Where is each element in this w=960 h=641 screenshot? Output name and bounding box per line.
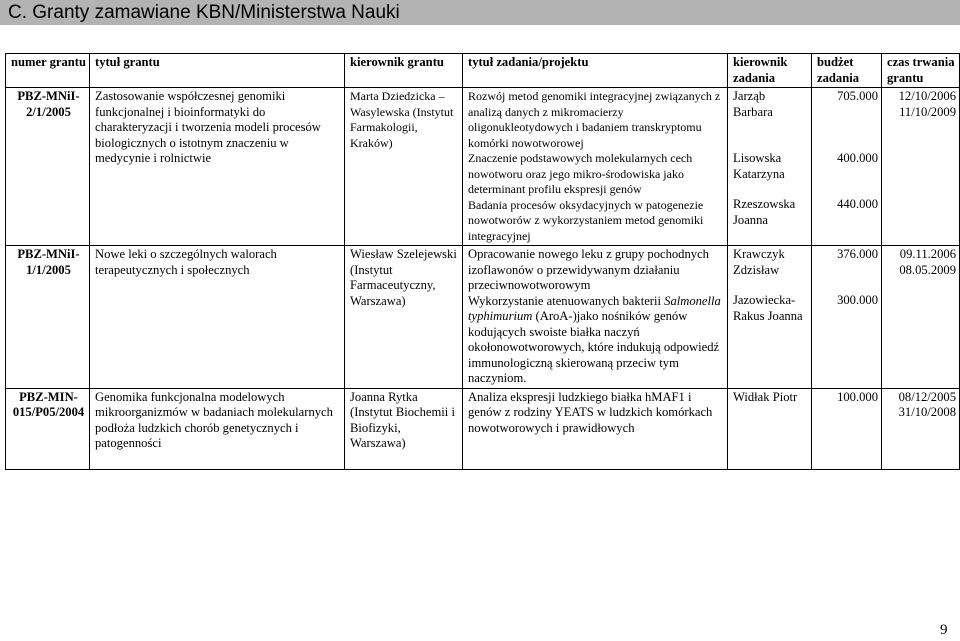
grant-number: PBZ-MNiI-2/1/2005 <box>6 88 90 246</box>
header-row <box>6 54 960 88</box>
task-text: (AroA-)jako nośników genów kodujących swoiste białka naczyń okołonowotworowych, które indukują odpowiedź immunologiczną skierowaną przeciw tym naczyniom. <box>468 309 720 385</box>
task-cell <box>463 388 728 469</box>
table-row <box>6 88 960 246</box>
task-budget: 440.000 <box>837 197 878 211</box>
header-budget: budżet zadania <box>812 54 882 88</box>
grant-title: Nowe leki o szczególnych walorach terapeutycznych i społecznych <box>90 246 345 389</box>
header-task: tytuł zadania/projektu <box>463 54 728 88</box>
task-manager-cell <box>728 388 812 469</box>
grant-number: PBZ-MNiI-1/1/2005 <box>6 246 90 389</box>
task-manager: Widłak Piotr <box>733 389 798 404</box>
grant-title: Genomika funkcjonalna modelowych mikroorganizmów w badaniach molekularnych podłoża ludzkich chorób genetycznych i patogenności <box>90 388 345 469</box>
task-budget: 100.000 <box>837 389 878 404</box>
header-title: tytuł grantu <box>90 54 345 88</box>
task-manager: Rzeszowska Joanna <box>733 197 796 227</box>
header-duration: czas trwania grantu <box>882 54 960 88</box>
table-row <box>6 388 960 469</box>
task-budget: 400.000 <box>837 151 878 165</box>
grant-manager: Joanna Rytka (Instytut Biochemii i Biofizyki, Warszawa) <box>345 388 463 469</box>
task-budget: 705.000 <box>837 89 878 103</box>
task-title: Badania procesów oksydacyjnych w patogenezie nowotworów z wykorzystaniem metod genomiki integracyjnej <box>468 197 704 243</box>
task-cell <box>463 246 728 389</box>
page-number: 9 <box>940 622 948 638</box>
task-title: Rozwój metod genomiki integracyjnej związanych z analizą danych z mikromacierzy oligonukleotydowych i badaniem transkryptomu komórki nowotworowej <box>468 89 721 150</box>
task-budget: 300.000 <box>837 293 878 307</box>
grant-number: PBZ-MIN-015/P05/2004 <box>6 388 90 469</box>
task-cell <box>463 88 728 246</box>
budget-cell <box>812 88 882 246</box>
grant-manager: Wiesław Szelejewski (Instytut Farmaceutyczny, Warszawa) <box>345 246 463 389</box>
header-number: numer grantu <box>6 54 90 88</box>
budget-cell <box>812 246 882 389</box>
grant-manager: Marta Dziedzicka – Wasylewska (Instytut Farmakologii, Kraków) <box>345 88 463 246</box>
section-title-bar <box>0 0 960 25</box>
task-manager: Jarząb Barbara <box>733 89 773 119</box>
grants-table <box>5 53 960 470</box>
header-task-manager: kierownik zadania <box>728 54 812 88</box>
task-manager-cell <box>728 246 812 389</box>
grant-duration: 08/12/2005 31/10/2008 <box>882 388 960 469</box>
grant-title: Zastosowanie współczesnej genomiki funkcjonalnej i bioinformatyki do charakteryzacji i tworzenia modeli procesów biologicznych o istotnym znaczeniu w medycynie i rolnictwie <box>90 88 345 246</box>
task-budget: 376.000 <box>837 247 878 261</box>
task-title: Analiza ekspresji ludzkiego białka hMAF1 i genów z rodziny YEATS w ludzkich komórkach nowotworowych i prawidłowych <box>468 389 713 435</box>
task-title: Znaczenie podstawowych molekularnych cech nowotworu oraz jego mikro-środowiska jako determinant profilu ekspresji genów <box>468 151 693 196</box>
header-manager: kierownik grantu <box>345 54 463 88</box>
task-text: Wykorzystanie atenuowanych bakterii <box>468 293 661 308</box>
task-title: Opracowanie nowego leku z grupy pochodnych izoflawonów o przewidywanym działaniu przeciwnowotworowym <box>468 247 709 292</box>
task-manager: Lisowska Katarzyna <box>733 151 785 181</box>
grant-duration: 12/10/2006 11/10/2009 <box>882 88 960 246</box>
grant-duration: 09.11.2006 08.05.2009 <box>882 246 960 389</box>
task-title <box>468 294 724 387</box>
task-manager-cell <box>728 88 812 246</box>
task-manager: Krawczyk Zdzisław <box>733 247 785 277</box>
task-manager: Jazowiecka-Rakus Joanna <box>733 293 803 323</box>
table-row <box>6 246 960 389</box>
budget-cell <box>812 388 882 469</box>
species-name: Salmonella typhimurium <box>468 293 721 323</box>
section-title: C. Granty zamawiane KBN/Ministerstwa Nauki <box>8 2 400 23</box>
